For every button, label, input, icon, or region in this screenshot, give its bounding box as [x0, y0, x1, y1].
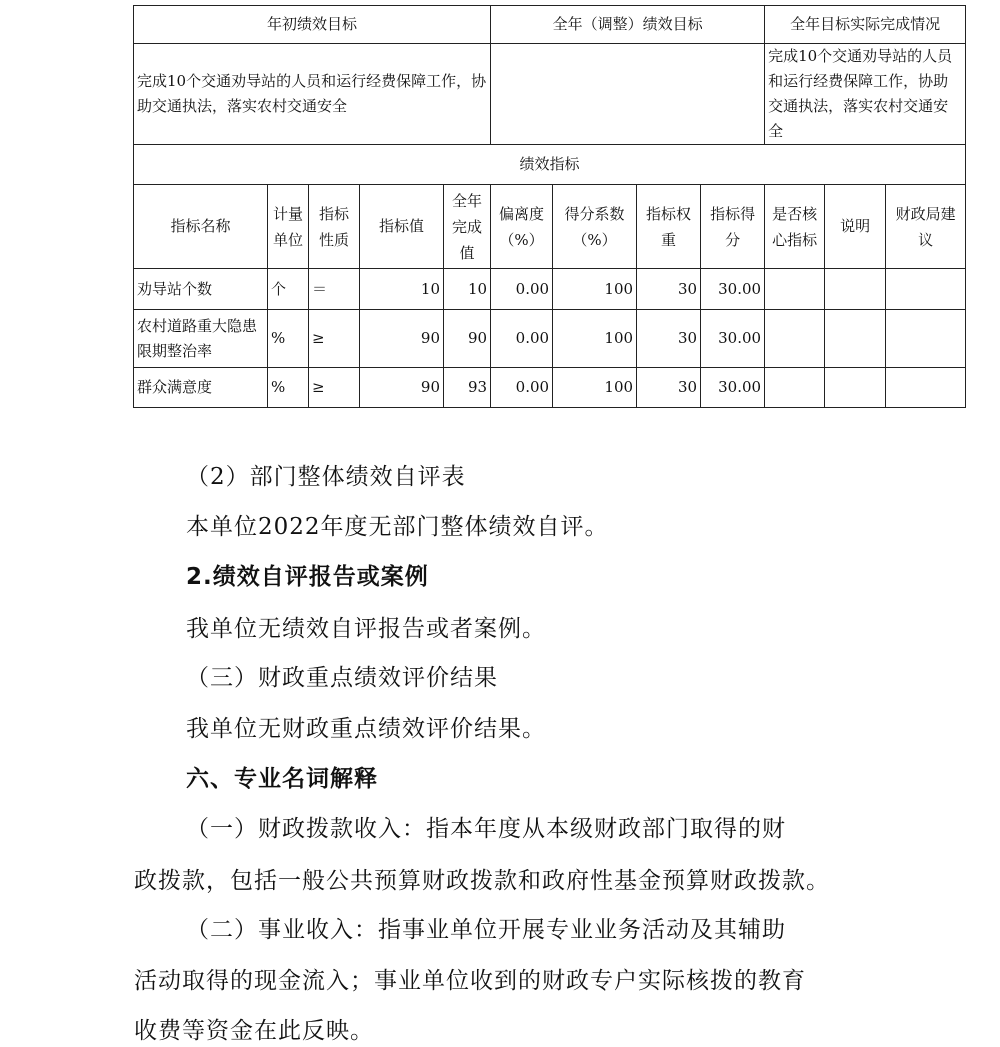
cell-coefficient: 100 [553, 269, 637, 310]
goals-row [134, 44, 966, 145]
cell-name: 劝导站个数 [134, 269, 268, 310]
section-title: 绩效指标 [134, 145, 966, 185]
initial-goal-header: 年初绩效目标 [134, 6, 491, 44]
cell-suggestion [886, 269, 966, 310]
col-header-weight: 指标权重 [637, 185, 701, 269]
cell-actual: 90 [444, 310, 491, 368]
cell-unit: % [268, 310, 309, 368]
col-header-deviation: 偏离度（%） [491, 185, 553, 269]
table-row [134, 269, 966, 310]
column-header-row [134, 185, 966, 269]
cell-weight: 30 [637, 310, 701, 368]
section-heading: 六、专业名词解释 [186, 766, 378, 792]
actual-completion-header: 全年目标实际完成情况 [765, 6, 966, 44]
cell-coefficient: 100 [553, 310, 637, 368]
cell-score: 30.00 [701, 269, 765, 310]
initial-goal-cell: 完成10个交通劝导站的人员和运行经费保障工作，协助交通执法，落实农村交通安全 [134, 44, 491, 145]
paragraph: 本单位2022年度无部门整体绩效自评。 [186, 514, 609, 540]
performance-table [133, 5, 966, 408]
cell-name: 农村道路重大隐患限期整治率 [134, 310, 268, 368]
cell-note [825, 368, 886, 408]
actual-completion-cell: 完成10个交通劝导站的人员和运行经费保障工作，协助交通执法，落实农村交通安全 [765, 44, 966, 145]
cell-suggestion [886, 368, 966, 408]
cell-actual: 10 [444, 269, 491, 310]
cell-weight: 30 [637, 269, 701, 310]
cell-suggestion [886, 310, 966, 368]
paragraph: 我单位无绩效自评报告或者案例。 [186, 616, 546, 642]
cell-nature: ≥ [309, 310, 360, 368]
col-header-name: 指标名称 [134, 185, 268, 269]
cell-core [765, 269, 825, 310]
cell-unit: % [268, 368, 309, 408]
cell-score: 30.00 [701, 310, 765, 368]
paragraph-line: 活动取得的现金流入；事业单位收到的财政专户实际核拨的教育 [134, 968, 806, 994]
cell-deviation: 0.00 [491, 310, 553, 368]
cell-score: 30.00 [701, 368, 765, 408]
cell-weight: 30 [637, 368, 701, 408]
col-header-core: 是否核心指标 [765, 185, 825, 269]
col-header-score: 指标得分 [701, 185, 765, 269]
cell-unit: 个 [268, 269, 309, 310]
subsection-heading: （三）财政重点绩效评价结果 [186, 665, 498, 691]
cell-core [765, 310, 825, 368]
cell-target: 10 [360, 269, 444, 310]
col-header-actual: 全年完成值 [444, 185, 491, 269]
cell-target: 90 [360, 310, 444, 368]
paragraph-line: （一）财政拨款收入：指本年度从本级财政部门取得的财 [186, 816, 786, 842]
table-row [134, 310, 966, 368]
paragraph-line: 收费等资金在此反映。 [134, 1018, 374, 1044]
paragraph: 我单位无财政重点绩效评价结果。 [186, 716, 546, 742]
cell-coefficient: 100 [553, 368, 637, 408]
cell-actual: 93 [444, 368, 491, 408]
section-title-row [134, 145, 966, 185]
col-header-nature: 指标性质 [309, 185, 360, 269]
col-header-note: 说明 [825, 185, 886, 269]
col-header-coefficient: 得分系数（%） [553, 185, 637, 269]
paragraph-line: （二）事业收入：指事业单位开展专业业务活动及其辅助 [186, 917, 786, 943]
cell-deviation: 0.00 [491, 368, 553, 408]
col-header-unit: 计量单位 [268, 185, 309, 269]
cell-note [825, 269, 886, 310]
cell-name: 群众满意度 [134, 368, 268, 408]
section-heading: 2.绩效自评报告或案例 [186, 564, 429, 590]
cell-note [825, 310, 886, 368]
cell-target: 90 [360, 368, 444, 408]
adjusted-goal-header: 全年（调整）绩效目标 [491, 6, 765, 44]
cell-nature: ≥ [309, 368, 360, 408]
cell-nature: ＝ [309, 269, 360, 310]
table-header-row [134, 6, 966, 44]
cell-core [765, 368, 825, 408]
adjusted-goal-cell [491, 44, 765, 145]
subsection-heading: （2）部门整体绩效自评表 [186, 464, 466, 490]
cell-deviation: 0.00 [491, 269, 553, 310]
col-header-suggestion: 财政局建议 [886, 185, 966, 269]
paragraph-line: 政拨款，包括一般公共预算财政拨款和政府性基金预算财政拨款。 [134, 868, 830, 894]
col-header-target: 指标值 [360, 185, 444, 269]
table-row [134, 368, 966, 408]
